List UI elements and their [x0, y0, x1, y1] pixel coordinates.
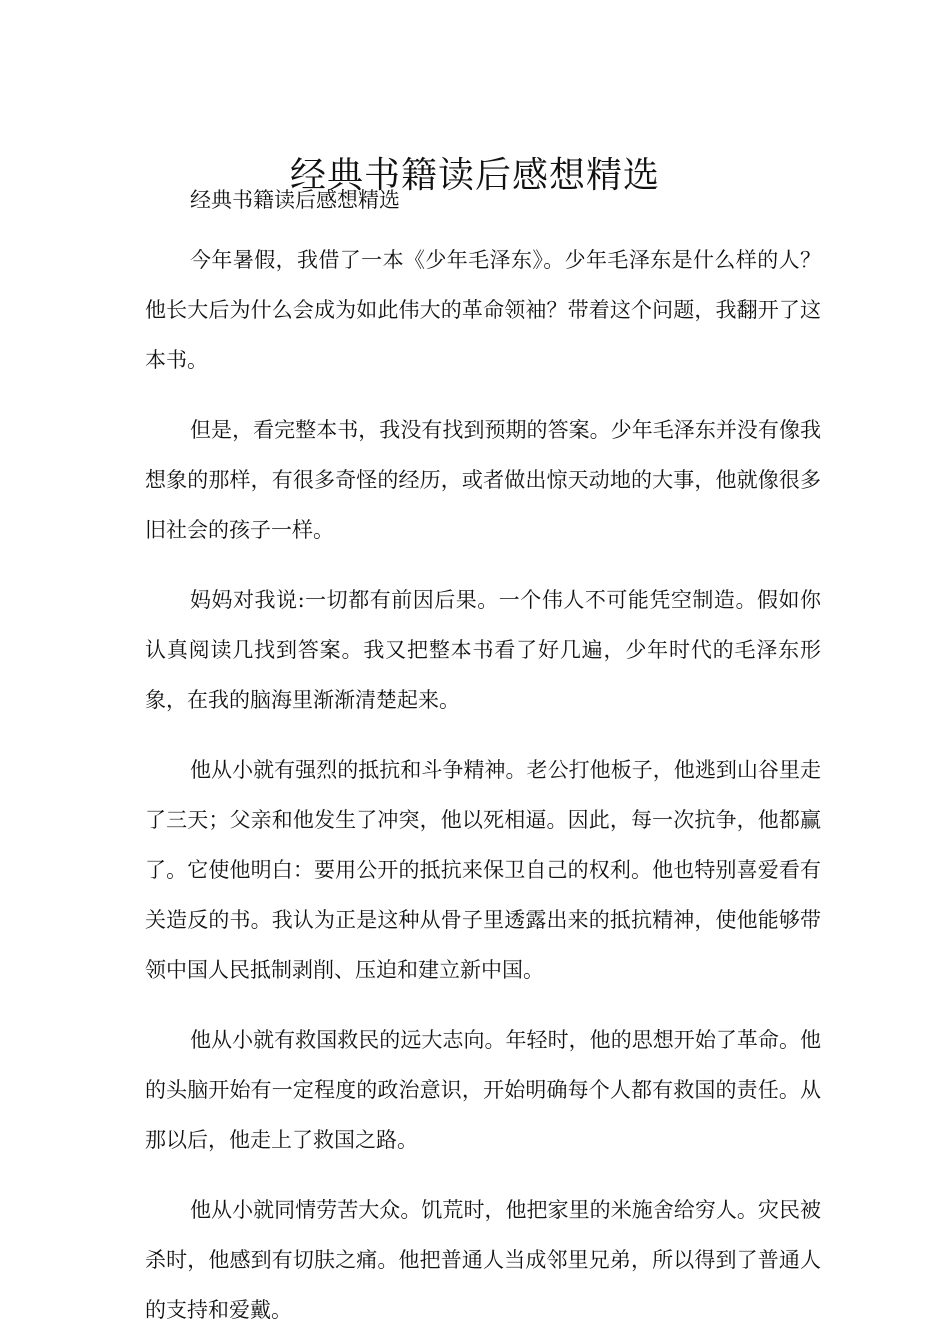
document-body	[145, 185, 821, 1335]
document-subtitle: 经典书籍读后感想精选	[190, 188, 400, 212]
paragraph: 他从小就有救国救民的远大志向。年轻时，他的思想开始了革命。他的头脑开始有一定程度的政治意识，开始明确每个人都有救国的责任。从那以后，他走上了救国之路。	[145, 1028, 821, 1152]
paragraph: 但是，看完整本书，我没有找到预期的答案。少年毛泽东并没有像我想象的那样，有很多奇怪的经历，或者做出惊天动地的大事，他就像很多旧社会的孩子一样。	[145, 418, 821, 542]
paragraph: 今年暑假，我借了一本《少年毛泽东》。少年毛泽东是什么样的人？他长大后为什么会成为如此伟大的革命领袖？带着这个问题，我翻开了这本书。	[145, 248, 821, 372]
document-title: 经典书籍读后感想精选	[289, 155, 660, 197]
paragraph: 他从小就有强烈的抵抗和斗争精神。老公打他板子，他逃到山谷里走了三天；父亲和他发生了冲突，他以死相逼。因此，每一次抗争，他都赢了。它使他明白：要用公开的抵抗来保卫自己的权利。他也特别喜爱看有关造反的书。我认为正是这种从骨子里透露出来的抵抗精神，使他能够带领中国人民抵制剥削、压迫和建立新中国。	[145, 758, 821, 982]
paragraph: 他从小就同情劳苦大众。饥荒时，他把家里的米施舍给穷人。灾民被杀时，他感到有切肤之痛。他把普通人当成邻里兄弟，所以得到了普通人的支持和爱戴。	[145, 1198, 821, 1322]
paragraph: 妈妈对我说:一切都有前因后果。一个伟人不可能凭空制造。假如你认真阅读几找到答案。我又把整本书看了好几遍，少年时代的毛泽东形象，在我的脑海里渐渐清楚起来。	[145, 588, 821, 712]
